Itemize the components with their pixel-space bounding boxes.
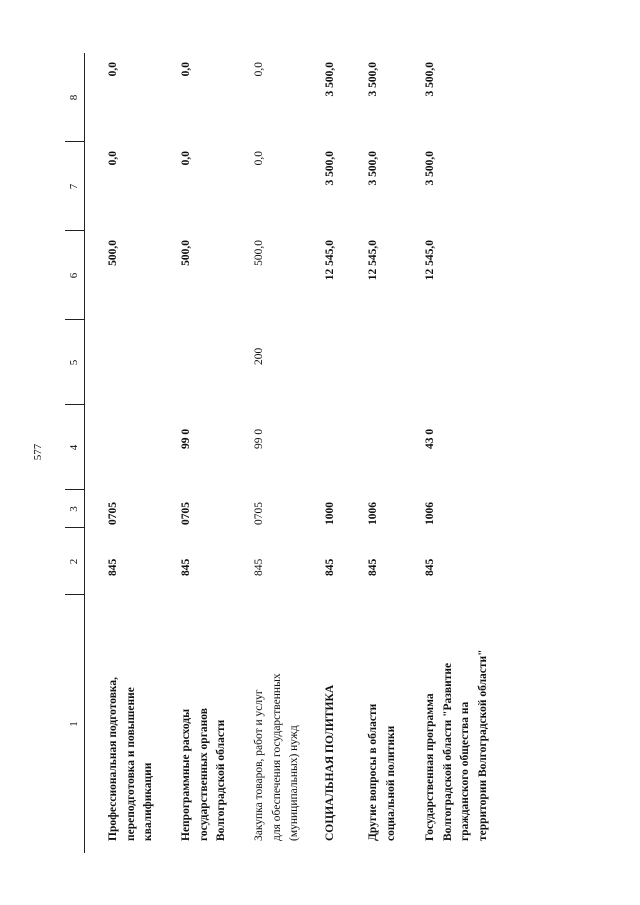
row-name: Непрограммные расходы государственных органов Волгоградской области: [180, 708, 227, 841]
cell-section-code: 1006: [424, 502, 436, 525]
column-header: 6: [68, 272, 80, 279]
row-name: Другие вопросы в области социальной политики: [367, 703, 397, 841]
cell-amount-6: 12 545,0: [324, 240, 336, 281]
column-header: 7: [68, 183, 80, 190]
row-name: Государственная программа Волгоградской области "Развитие гражданского общества на территории Волгоградской области": [424, 649, 489, 841]
cell-amount-7: 0,0: [180, 151, 192, 166]
cell-target-code: 99 0: [180, 428, 192, 449]
cell-amount-7: 0,0: [107, 151, 119, 166]
budget-table: [65, 53, 495, 853]
cell-section-code: 0705: [253, 502, 265, 525]
cell-amount-6: 12 545,0: [424, 240, 436, 281]
cell-target-code: 43 0: [424, 428, 436, 449]
cell-amount-7: 0,0: [253, 151, 265, 166]
cell-admin-code: 845: [107, 558, 119, 576]
column-header: 2: [68, 558, 80, 565]
cell-amount-8: 3 500,0: [424, 62, 436, 97]
row-name: Закупка товаров, работ и услуг для обеспечения государственных (муниципальных) нужд: [253, 673, 300, 841]
cell-section-code: 1000: [324, 502, 336, 525]
cell-amount-8: 3 500,0: [367, 62, 379, 97]
header-bottom-rule: [84, 53, 85, 853]
cell-expense-type: 200: [253, 347, 265, 365]
cell-admin-code: 845: [367, 558, 379, 576]
cell-amount-8: 0,0: [180, 62, 192, 77]
column-header: 1: [68, 721, 80, 727]
column-header: 8: [68, 94, 80, 101]
page-number: 577: [32, 443, 44, 461]
cell-amount-6: 500,0: [107, 240, 119, 266]
column-header: 5: [68, 359, 80, 366]
cell-admin-code: 845: [324, 558, 336, 576]
cell-admin-code: 845: [424, 558, 436, 576]
cell-amount-7: 3 500,0: [367, 151, 379, 186]
row-name: СОЦИАЛЬНАЯ ПОЛИТИКА: [324, 684, 336, 841]
cell-amount-8: 3 500,0: [324, 62, 336, 97]
cell-amount-8: 0,0: [107, 62, 119, 77]
column-header: 3: [68, 506, 80, 512]
cell-amount-7: 3 500,0: [324, 151, 336, 186]
cell-section-code: 1006: [367, 502, 379, 525]
cell-section-code: 0705: [180, 502, 192, 525]
cell-amount-6: 12 545,0: [367, 240, 379, 281]
column-header: 4: [68, 444, 80, 451]
cell-admin-code: 845: [253, 558, 265, 576]
cell-section-code: 0705: [107, 502, 119, 525]
row-name: Профессиональная подготовка, переподготовка и повышение квалификации: [107, 676, 154, 841]
cell-amount-6: 500,0: [253, 240, 265, 266]
cell-amount-8: 0,0: [253, 62, 265, 77]
cell-admin-code: 845: [180, 558, 192, 576]
cell-amount-7: 3 500,0: [424, 151, 436, 186]
cell-amount-6: 500,0: [180, 240, 192, 266]
cell-target-code: 99 0: [253, 428, 265, 449]
